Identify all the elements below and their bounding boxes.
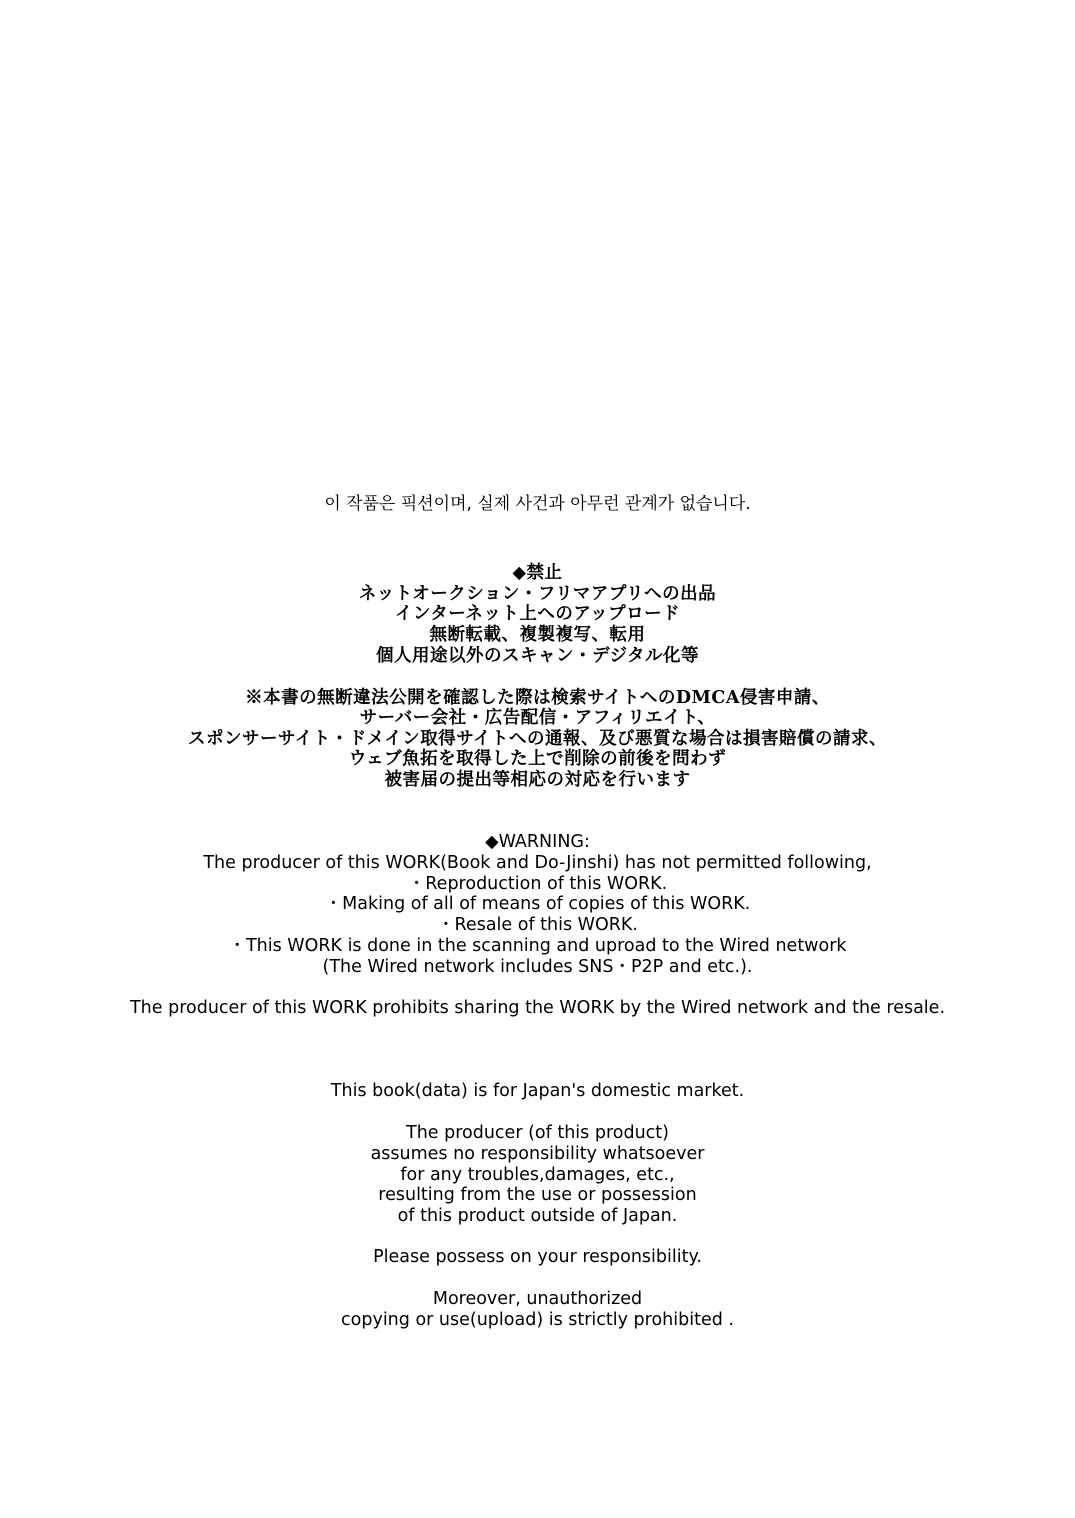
responsibility-line: of this product outside of Japan. [397, 1206, 678, 1226]
responsibility-line: resulting from the use or possession [378, 1185, 697, 1205]
responsibility-line: assumes no responsibility whatsoever [370, 1144, 705, 1164]
domestic-market-note: This book(data) is for Japan's domestic market. [330, 1081, 745, 1101]
japanese-prohibition-item: ネットオークション・フリマアプリへの出品 [358, 584, 717, 604]
unauthorized-line: copying or use(upload) is strictly prohibited . [341, 1310, 734, 1330]
japanese-prohibition-item: 個人用途以外のスキャン・デジタル化等 [376, 646, 699, 666]
japanese-legal-notice-line: ウェブ魚拓を取得した上で削除の前後を問わず [348, 749, 727, 769]
japanese-legal-notice-line: ※本書の無断違法公開を確認した際は検索サイトへのDMCA侵害申請、 [245, 688, 830, 708]
unauthorized-line: Moreover, unauthorized [432, 1289, 643, 1309]
warning-line: ・Resale of this WORK. [437, 915, 638, 935]
warning-line: (The Wired network includes SNS・P2P and etc.). [322, 957, 753, 977]
japanese-prohibition-heading: ◆禁止 [512, 563, 563, 583]
japanese-legal-notice-line: スポンサーサイト・ドメイン取得サイトへの通報、及び悪質な場合は損害賠償の請求、 [187, 729, 888, 749]
korean-fiction-note: 이 작품은 픽션이며, 실제 사건과 아무런 관계가 없습니다. [324, 494, 751, 514]
responsibility-line: The producer (of this product) [406, 1123, 669, 1143]
responsibility-line: for any troubles,damages, etc., [400, 1165, 675, 1185]
warning-prohibition: The producer of this WORK prohibits sharing the WORK by the Wired network and the resale. [129, 998, 946, 1018]
japanese-prohibition-item: インターネット上へのアップロード [394, 604, 681, 624]
possess-note: Please possess on your responsibility. [373, 1247, 702, 1267]
japanese-prohibition-item: 無断転載、複製複写、転用 [429, 625, 646, 645]
warning-line: ・Reproduction of this WORK. [407, 874, 668, 894]
japanese-legal-notice-line: サーバー会社・広告配信・アフィリエイト、 [359, 708, 716, 728]
warning-line: ・This WORK is done in the scanning and uproad to the Wired network [228, 936, 847, 956]
warning-line: The producer of this WORK(Book and Do-Jinshi) has not permitted following, [203, 853, 872, 873]
warning-heading: ◆WARNING: [485, 832, 590, 852]
warning-line: ・Making of all of means of copies of this WORK. [324, 894, 751, 914]
japanese-legal-notice-line: 被害届の提出等相応の対応を行います [384, 770, 691, 790]
